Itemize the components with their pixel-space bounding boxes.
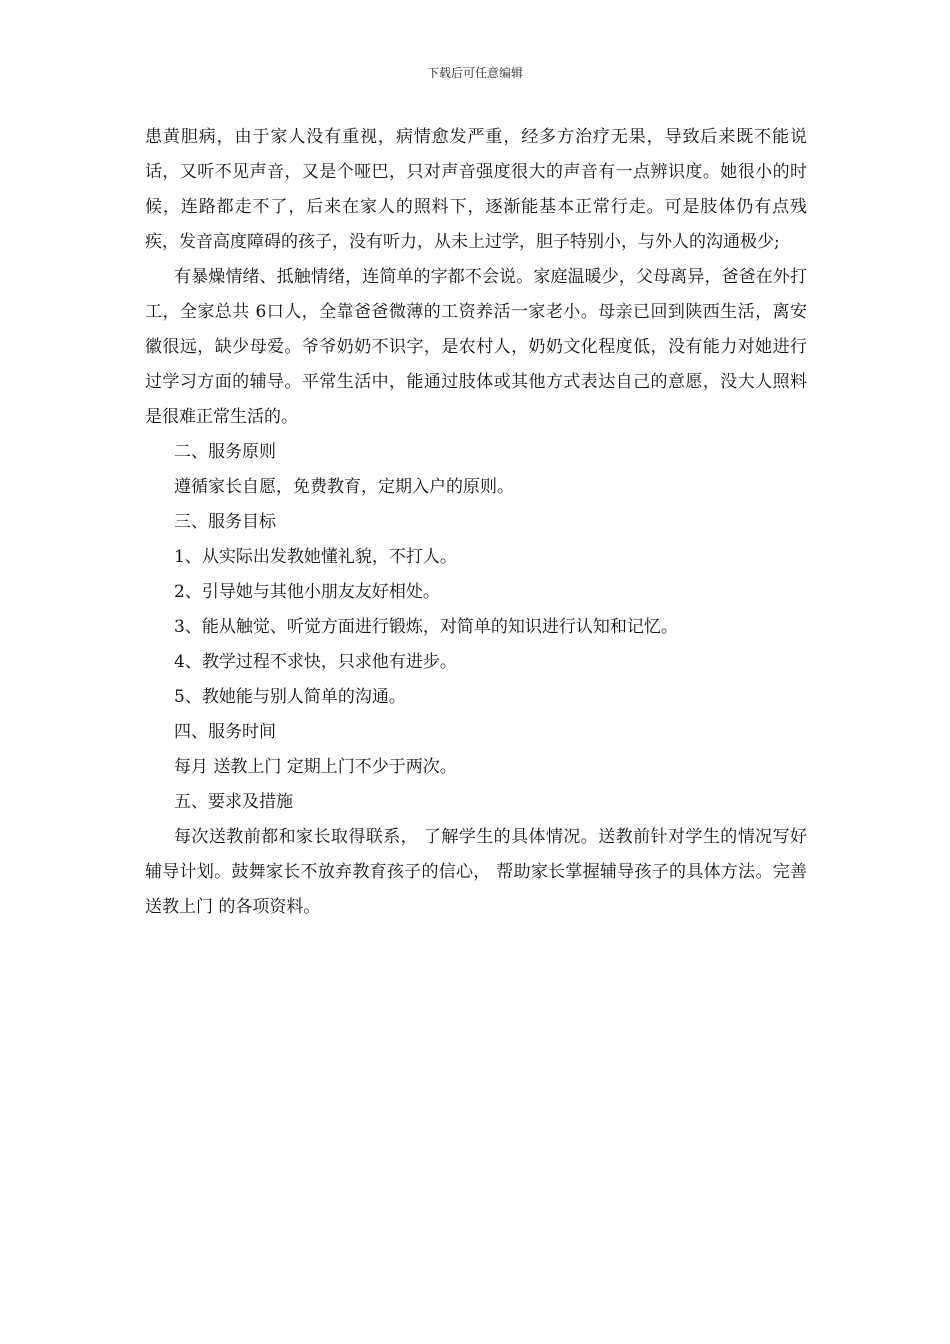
list-item-goal-4: 4、教学过程不求快，只求他有进步。 <box>174 652 457 672</box>
page-header: 下载后可任意编辑 <box>426 66 523 80</box>
document-body <box>145 120 807 925</box>
heading-service-principle: 二、服务原则 <box>174 442 276 462</box>
list-item-goal-5: 5、教她能与别人简单的沟通。 <box>174 687 406 707</box>
list-item-goal-1: 1、从实际出发教她懂礼貌，不打人。 <box>174 547 457 567</box>
heading-service-goals: 三、服务目标 <box>174 512 276 532</box>
paragraph-service-principle: 遵循家长自愿，免费教育，定期入户的原则。 <box>174 477 514 497</box>
list-item-goal-3: 3、能从触觉、听觉方面进行锻炼，对简单的知识进行认知和记忆。 <box>174 617 678 637</box>
paragraph-background: 患黄胆病，由于家人没有重视，病情愈发严重，经多方治疗无果，导致后来既不能说话，又听不见声音，又是个哑巴，只对声音强度很大的声音有一点辨识度。她很小的时候，连路都走不了，后来在家人的照料下，逐渐能基本正常行走。可是肢体仍有点残疾，发音高度障碍的孩子，没有听力，从未上过学，胆子特别小，与外人的沟通极少; <box>145 127 807 252</box>
heading-service-time: 四、服务时间 <box>174 722 276 742</box>
paragraph-requirements: 每次送教前都和家长取得联系， 了解学生的具体情况。送教前针对学生的情况写好辅导计划。鼓舞家长不放弃教育孩子的信心， 帮助家长掌握辅导孩子的具体方法。完善 送教上门 的各项资料。 <box>145 827 807 917</box>
paragraph-family-situation: 有暴燥情绪、抵触情绪，连简单的字都不会说。家庭温暖少，父母离异，爸爸在外打工，全家总共 6口人，全靠爸爸微薄的工资养活一家老小。母亲已回到陕西生活，离安徽很远，缺少母爱。爷爷奶奶不识字，是农村人，奶奶文化程度低，没有能力对她进行过学习方面的辅导。平常生活中，能通过肢体或其他方式表达自己的意愿，没大人照料是很难正常生活的。 <box>145 267 807 427</box>
list-item-goal-2: 2、引导她与其他小朋友友好相处。 <box>174 582 440 602</box>
paragraph-service-time: 每月 送教上门 定期上门不少于两次。 <box>174 757 457 777</box>
heading-requirements: 五、要求及措施 <box>174 792 293 812</box>
